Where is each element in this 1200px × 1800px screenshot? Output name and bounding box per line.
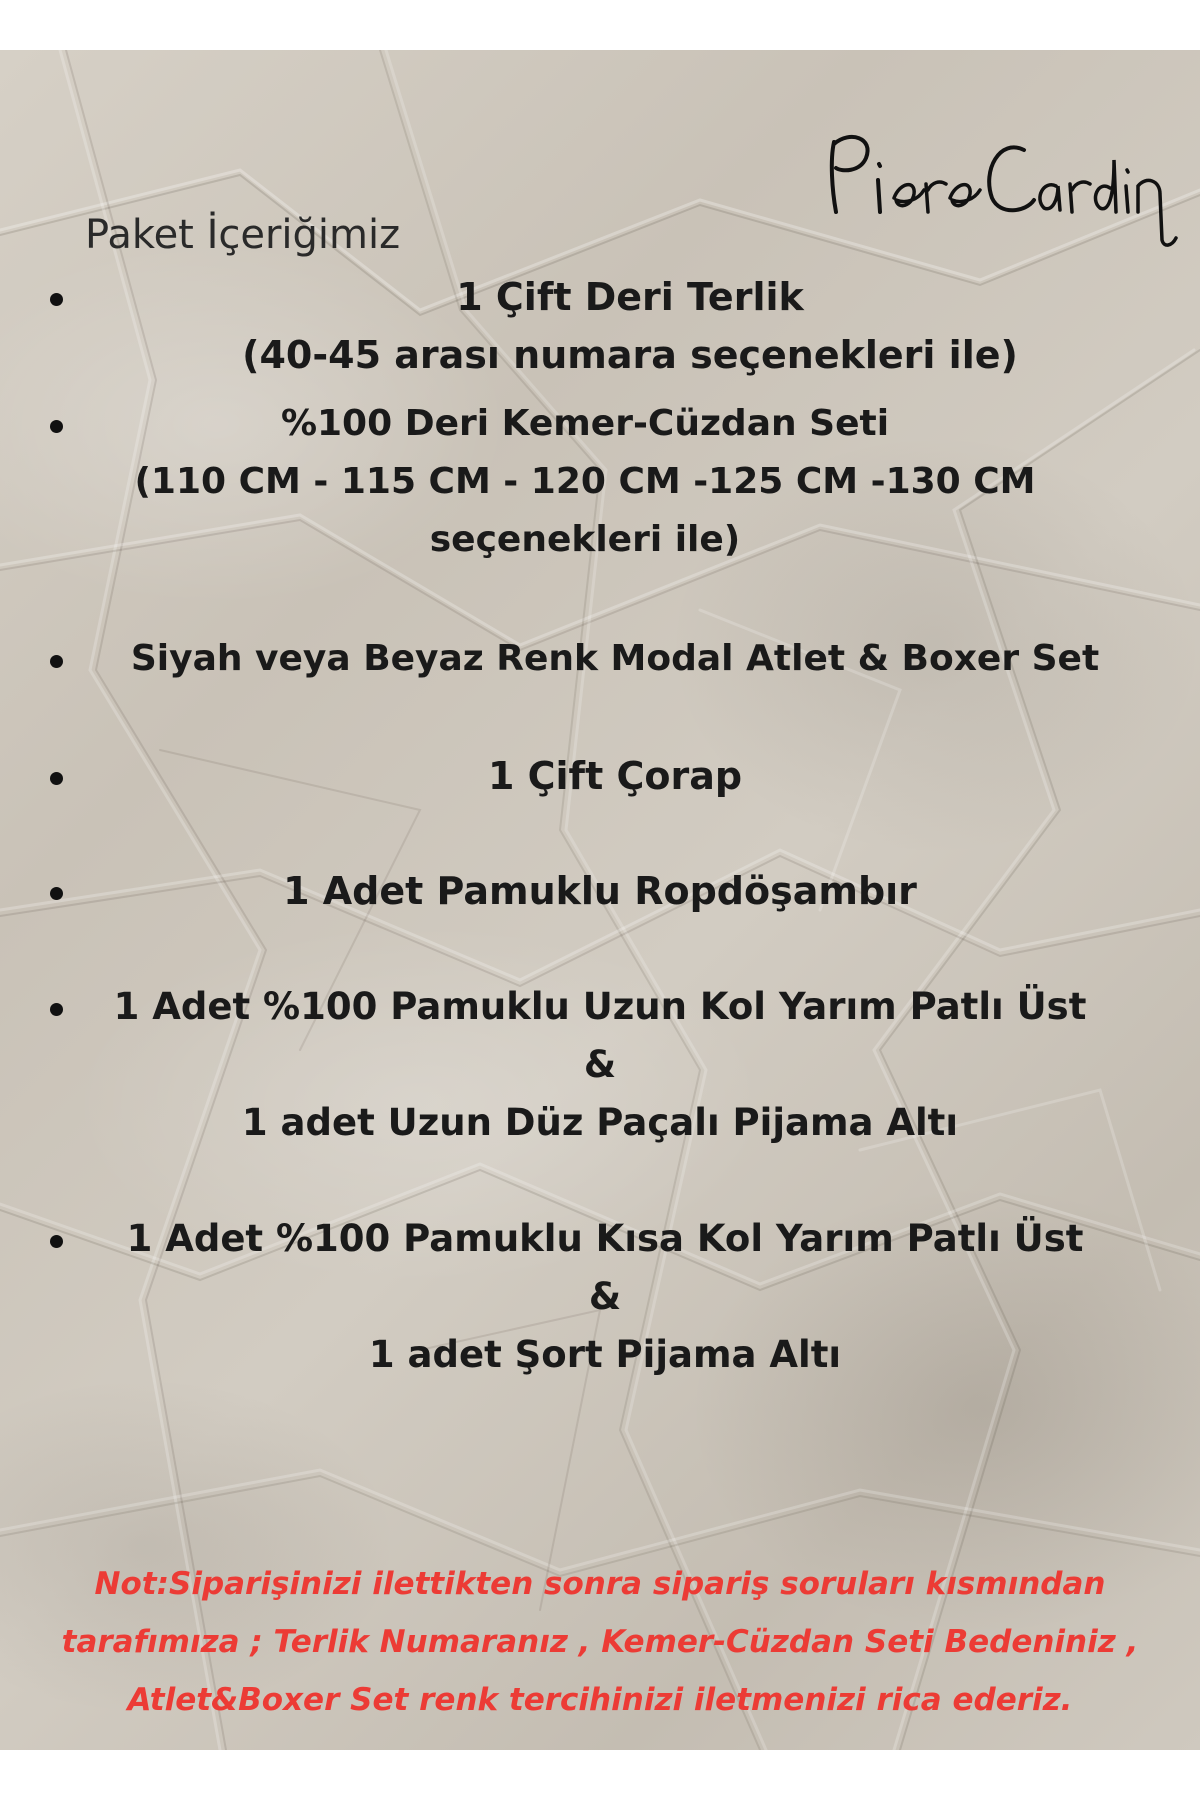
bullet-icon bbox=[50, 1235, 63, 1248]
crumpled-paper-background bbox=[0, 50, 1200, 1750]
package-contents-heading: Paket İçeriğimiz bbox=[85, 212, 401, 258]
bullet-icon bbox=[50, 420, 63, 433]
note-line: Not:Siparişinizi ilettikten sonra sipariş soruları kısmından bbox=[94, 1566, 1106, 1602]
item-line: 1 Çift Deri Terlik bbox=[456, 275, 804, 319]
bullet-icon bbox=[50, 887, 63, 900]
item-line: & bbox=[588, 1275, 622, 1318]
item-line: 1 adet Uzun Düz Paçalı Pijama Altı bbox=[241, 1101, 959, 1144]
pierre-cardin-logo bbox=[820, 120, 1180, 250]
item-line: (110 CM - 115 CM - 120 CM -125 CM -130 CM bbox=[134, 461, 1036, 502]
item-line: 1 Adet %100 Pamuklu Kısa Kol Yarım Patlı Üst bbox=[126, 1217, 1084, 1260]
item-line: seçenekleri ile) bbox=[429, 519, 741, 560]
item-line: 1 adet Şort Pijama Altı bbox=[368, 1333, 842, 1376]
note-line: tarafımıza ; Terlik Numaranız , Kemer-Cüzdan Seti Bedeniniz , bbox=[61, 1624, 1139, 1660]
item-line: 1 Adet %100 Pamuklu Uzun Kol Yarım Patlı Üst bbox=[113, 985, 1087, 1028]
item-line: (40-45 arası numara seçenekleri ile) bbox=[242, 333, 1018, 377]
item-line: & bbox=[583, 1043, 617, 1086]
item-line: Siyah veya Beyaz Renk Modal Atlet & Boxer Set bbox=[130, 638, 1100, 679]
bullet-icon bbox=[50, 772, 63, 785]
order-note bbox=[0, 1555, 1200, 1729]
item-line: %100 Deri Kemer-Cüzdan Seti bbox=[280, 403, 890, 444]
bullet-icon bbox=[50, 1003, 63, 1016]
bullet-icon bbox=[50, 293, 63, 306]
note-line: Atlet&Boxer Set renk tercihinizi iletmenizi rica ederiz. bbox=[127, 1682, 1073, 1718]
bullet-icon bbox=[50, 655, 63, 668]
item-line: 1 Adet Pamuklu Ropdöşambır bbox=[283, 869, 917, 913]
item-line: 1 Çift Çorap bbox=[487, 754, 743, 798]
